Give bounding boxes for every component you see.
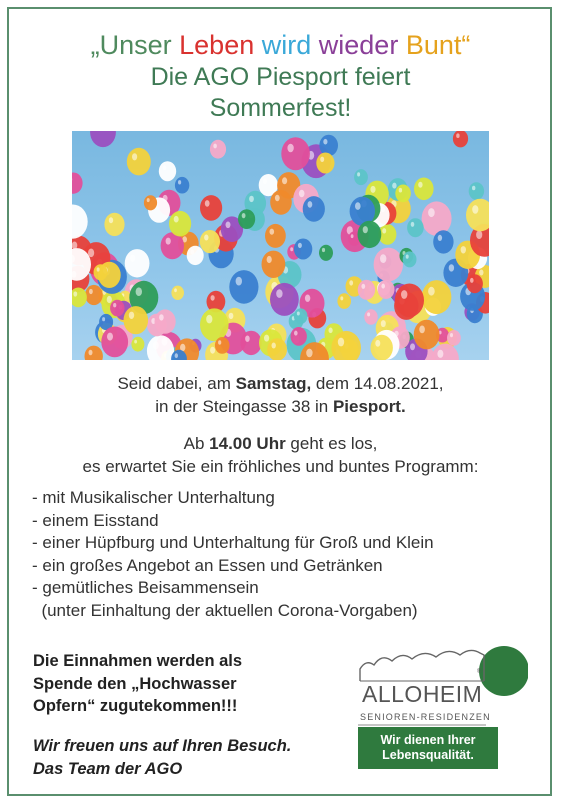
balloon [267, 338, 287, 360]
subheadline [0, 62, 561, 124]
balloon [124, 306, 149, 334]
balloon-highlight [363, 226, 368, 233]
balloon-highlight [89, 289, 93, 294]
logo-tagline-line: Lebensqualität. [382, 748, 474, 762]
balloon-highlight [166, 238, 171, 245]
balloon [72, 173, 83, 194]
balloon-highlight [147, 198, 150, 202]
balloon [281, 137, 310, 170]
location-town: Piesport. [332, 397, 406, 416]
balloon-highlight [411, 222, 415, 227]
balloon [414, 320, 440, 350]
balloon [364, 309, 377, 324]
balloon [187, 246, 204, 265]
balloon-highlight [329, 328, 333, 334]
balloon [294, 308, 308, 324]
program-list [32, 487, 434, 622]
balloon [85, 285, 103, 305]
headline-open-quote: „ [90, 30, 100, 60]
balloon-highlight [159, 314, 164, 320]
balloon-highlight [113, 303, 116, 307]
balloon-highlight [351, 234, 354, 238]
donation-line: Opfern“ zugutekommen!!! [33, 697, 238, 715]
balloon-highlight [242, 213, 246, 218]
balloon [131, 337, 144, 352]
balloon-highlight [450, 333, 453, 337]
balloon [144, 195, 157, 210]
balloon [265, 224, 286, 248]
headline-word-wird: wird [261, 30, 312, 60]
event-date-line [0, 372, 561, 395]
balloon-highlight [136, 287, 142, 296]
date-text-2: dem 14.08.2021, [311, 374, 444, 393]
balloon-highlight [367, 312, 370, 316]
balloon-highlight [297, 312, 300, 316]
balloon-highlight [381, 320, 386, 327]
balloon-highlight [107, 333, 113, 341]
balloon [72, 205, 88, 239]
balloon [72, 288, 87, 308]
balloon-highlight [204, 235, 208, 241]
logo-subtitle: SENIOREN-RESIDENZEN [360, 712, 491, 722]
balloon-highlight [211, 295, 215, 301]
balloon [422, 280, 452, 314]
balloon-highlight [210, 347, 215, 354]
balloon [291, 327, 307, 346]
balloon [127, 148, 151, 176]
balloon-highlight [437, 350, 443, 358]
time-text-1: Ab [183, 434, 210, 453]
balloon-highlight [190, 250, 194, 255]
balloon-highlight [178, 180, 181, 184]
balloon-highlight [89, 350, 93, 356]
date-text-1: Seid dabei, am [117, 374, 236, 393]
balloon-highlight [294, 331, 298, 336]
balloon [215, 337, 230, 354]
headline-word-unser: Unser [99, 30, 172, 60]
balloon-highlight [153, 341, 159, 349]
balloon [94, 264, 108, 280]
balloon-highlight [399, 188, 402, 193]
program-intro: es erwartet Sie ein fröhliches und buntes Programm: [82, 457, 479, 476]
headline-word-wieder: wieder [318, 30, 399, 60]
balloon [270, 283, 299, 316]
balloon [200, 230, 220, 253]
balloon-highlight [357, 172, 360, 176]
balloon-highlight [226, 222, 231, 229]
logo-registered-mark: ® [477, 669, 482, 675]
balloon [395, 284, 424, 318]
program-item: - ein großes Angebot an Essen und Getränken [32, 555, 383, 575]
balloon-highlight [88, 249, 94, 258]
balloons-photo [72, 131, 489, 360]
event-location-line [0, 395, 561, 418]
balloon-highlight [322, 248, 325, 252]
balloon-highlight [338, 338, 344, 347]
balloon [85, 346, 103, 360]
balloon-highlight [306, 349, 312, 358]
subheadline-line-1: Die AGO Piesport feiert [150, 63, 411, 91]
balloon-highlight [107, 296, 112, 303]
balloon-highlight [375, 340, 380, 347]
balloon-highlight [381, 284, 385, 289]
balloon [155, 309, 176, 333]
balloon-highlight [229, 313, 234, 319]
balloon-highlight [392, 183, 396, 189]
balloon [104, 213, 124, 236]
balloon-highlight [308, 201, 313, 208]
balloon-highlight [438, 235, 442, 241]
balloon [169, 211, 191, 237]
balloon [101, 327, 128, 358]
balloon [371, 335, 393, 360]
balloon-highlight [472, 186, 475, 191]
balloon-highlight [276, 289, 282, 298]
balloon-highlight [205, 200, 210, 207]
balloon-highlight [245, 336, 250, 342]
balloon-highlight [132, 153, 137, 160]
balloon [303, 196, 325, 222]
balloon [337, 293, 351, 309]
headline-close-quote: “ [461, 30, 471, 60]
balloon-highlight [428, 208, 435, 217]
balloon-highlight [323, 139, 327, 145]
donation-notice [33, 650, 242, 718]
date-weekday: Samstag, [235, 374, 312, 393]
balloon [466, 199, 489, 232]
balloon [200, 195, 222, 221]
balloon [262, 251, 286, 278]
time-text-2: geht es los, [285, 434, 378, 453]
balloon-highlight [320, 157, 324, 162]
program-item: - gemütliches Beisammensein [32, 578, 259, 597]
balloon [378, 280, 395, 299]
balloon [171, 286, 184, 300]
balloon-highlight [175, 353, 178, 358]
balloon [447, 330, 461, 346]
balloon-highlight [355, 202, 361, 210]
closing-line: Wir freuen uns auf Ihren Besuch. [33, 737, 292, 755]
balloon-highlight [456, 133, 459, 138]
balloon-highlight [428, 287, 435, 296]
logo-tagline [358, 727, 498, 769]
balloon [395, 185, 411, 203]
balloon [270, 190, 292, 215]
balloon-highlight [174, 216, 179, 223]
logo-tagline-line: Wir dienen Ihrer [380, 733, 476, 747]
balloon-highlight [406, 255, 409, 259]
balloon-highlight [275, 195, 280, 201]
balloon-highlight [97, 267, 100, 271]
balloon [125, 249, 150, 277]
balloon [469, 182, 484, 200]
time-value: 14.00 Uhr [209, 434, 286, 453]
balloon [374, 248, 403, 282]
balloon-highlight [418, 182, 422, 188]
headline [0, 30, 561, 61]
balloon-highlight [410, 343, 415, 350]
balloon [159, 161, 176, 181]
balloon [90, 131, 116, 147]
closing-signature: Das Team der AGO [33, 759, 183, 778]
balloon-highlight [213, 144, 217, 149]
balloon-highlight [470, 278, 474, 283]
balloon-highlight [129, 312, 134, 319]
balloon-highlight [401, 290, 407, 299]
balloon-highlight [472, 205, 478, 214]
balloon [354, 169, 368, 185]
balloon-highlight [263, 178, 267, 184]
balloon-highlight [298, 243, 302, 248]
program-item-note: (unter Einhaltung der aktuellen Corona-Vorgaben) [32, 600, 418, 620]
balloon [319, 245, 333, 261]
donation-line: Die Einnahmen werden als [33, 652, 243, 670]
balloon [238, 209, 255, 229]
balloon [453, 131, 468, 147]
balloon [407, 218, 424, 237]
balloon-highlight [476, 230, 482, 239]
balloon-highlight [287, 144, 293, 153]
balloon-highlight [370, 186, 375, 193]
balloon-highlight [340, 296, 343, 300]
balloon-highlight [174, 288, 177, 292]
balloon [241, 331, 262, 355]
balloon [175, 177, 189, 194]
balloon-highlight [305, 295, 310, 302]
program-item: - mit Musikalischer Unterhaltung [32, 488, 275, 507]
balloon [210, 140, 226, 159]
event-time-line [0, 432, 561, 455]
balloon-highlight [109, 217, 113, 223]
closing-greeting [33, 735, 291, 780]
balloon [294, 239, 312, 260]
balloon [358, 280, 375, 300]
balloon-highlight [380, 254, 386, 263]
balloon-highlight [206, 315, 212, 324]
donation-line: Spende den „Hochwasser [33, 674, 237, 693]
balloons-illustration [72, 131, 489, 360]
logo-wordmark: ALLOHEIM [362, 681, 483, 707]
balloon [316, 153, 334, 174]
headline-word-bunt: Bunt [405, 30, 462, 60]
balloon-highlight [272, 343, 276, 349]
balloon [319, 135, 338, 156]
balloon [467, 274, 483, 293]
balloon-highlight [249, 196, 254, 202]
subheadline-line-2: Sommerfest! [209, 94, 352, 122]
balloon-highlight [479, 270, 483, 276]
balloon-highlight [130, 255, 135, 262]
headline-word-leben: Leben [179, 30, 255, 60]
balloon [422, 201, 452, 235]
balloon-highlight [236, 277, 242, 286]
balloon-highlight [102, 317, 105, 321]
balloon [229, 270, 258, 304]
balloon-highlight [361, 284, 365, 289]
balloon [432, 344, 459, 360]
balloon-highlight [264, 335, 269, 342]
balloon-highlight [449, 264, 454, 271]
location-text: in der Steingasse 38 in [155, 397, 333, 416]
balloon-highlight [299, 190, 305, 198]
balloon [358, 221, 382, 248]
program-item: - einem Eisstand [32, 510, 159, 530]
balloon [433, 230, 453, 253]
balloon-highlight [461, 246, 466, 253]
balloon-highlight [382, 228, 386, 233]
balloon-highlight [218, 340, 221, 344]
balloon-highlight [290, 247, 293, 251]
balloon-highlight [267, 256, 272, 263]
balloon [403, 251, 417, 267]
program-item: - einer Hüpfburg und Unterhaltung für Groß und Klein [32, 533, 434, 552]
balloon [414, 178, 434, 201]
balloon-highlight [419, 326, 425, 334]
balloon-highlight [270, 229, 275, 235]
balloon-highlight [73, 291, 77, 296]
balloon-highlight [282, 177, 287, 184]
balloon-highlight [134, 340, 137, 344]
balloon-highlight [163, 165, 167, 170]
balloon [110, 300, 124, 317]
alloheim-logo [356, 641, 528, 771]
balloon-highlight [349, 280, 353, 285]
balloon [200, 308, 229, 341]
